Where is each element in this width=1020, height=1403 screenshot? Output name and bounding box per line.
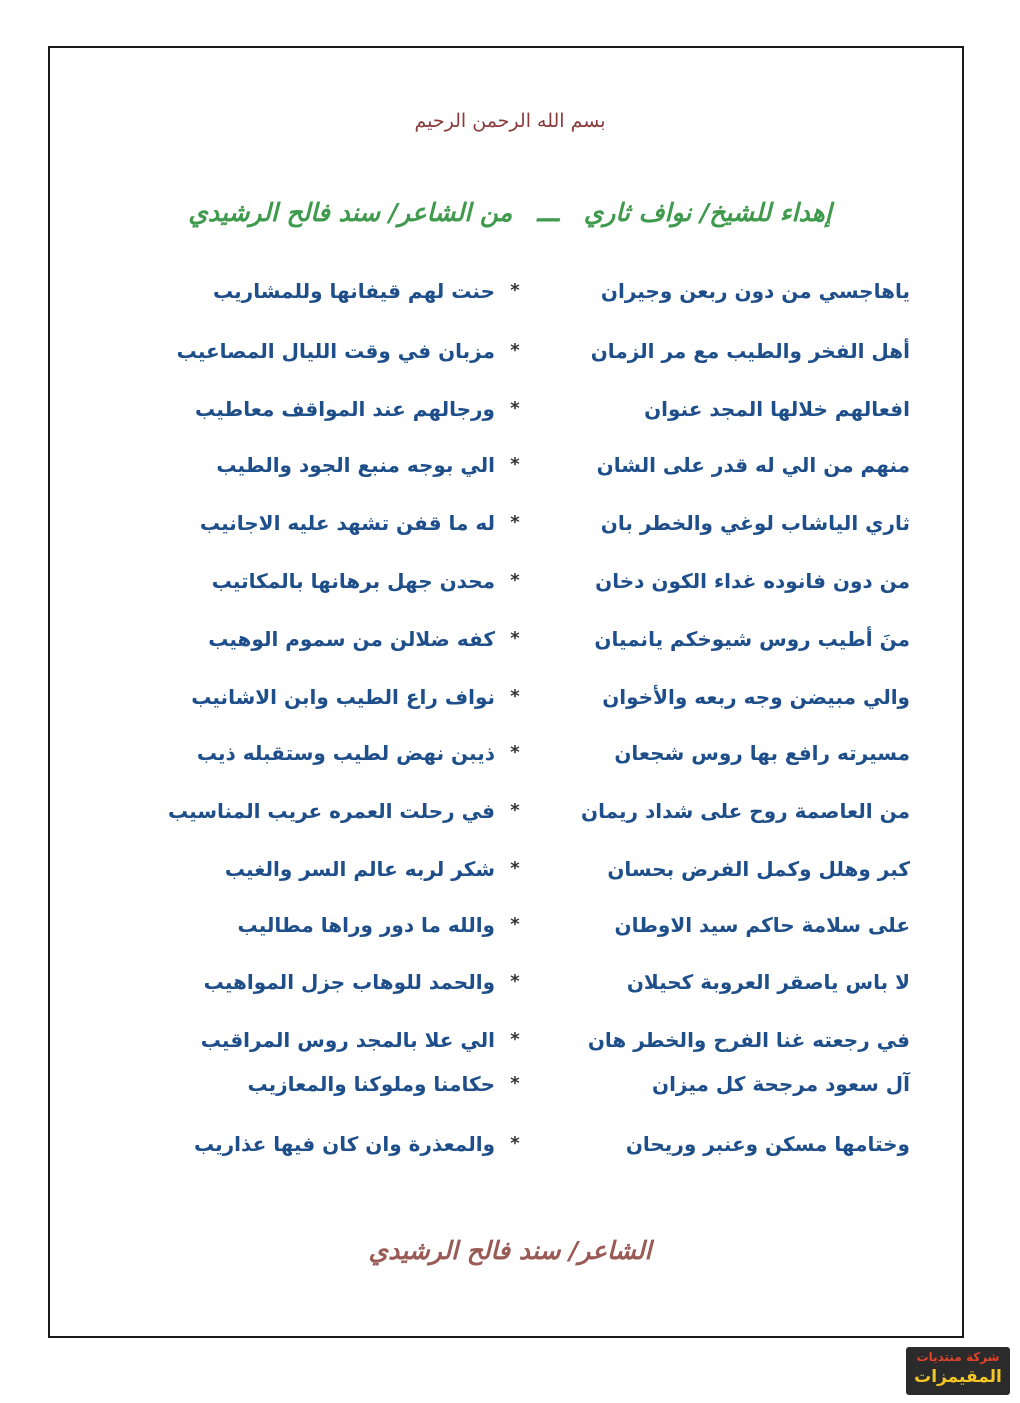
verse-separator-star: * — [510, 914, 520, 935]
verse-first-hemistich: منهم من الي له قدر على الشان — [596, 453, 910, 477]
verse-second-hemistich: ذيبن نهض لطيب وستقبله ذيب — [196, 741, 495, 765]
verse-row — [90, 677, 910, 717]
verse-row — [90, 561, 910, 601]
verse-row — [90, 849, 910, 889]
verse-row — [90, 1020, 910, 1060]
verse-first-hemistich: كبر وهلل وكمل الفرض بحسان — [607, 857, 910, 881]
verse-separator-star: * — [510, 454, 520, 475]
verse-row — [90, 1064, 910, 1104]
watermark-line-2: المقيمزات — [914, 1367, 1002, 1387]
verse-second-hemistich: محدن جهل برهانها بالمكاتيب — [211, 569, 495, 593]
verse-row — [90, 619, 910, 659]
verse-first-hemistich: ياهاجسي من دون ربعن وجيران — [600, 279, 910, 303]
verse-separator-star: * — [510, 858, 520, 879]
verse-second-hemistich: حنت لهم قيفانها وللمشاريب — [213, 279, 495, 303]
verse-second-hemistich: كفه ضلالن من سموم الوهيب — [208, 627, 495, 651]
verse-separator-star: * — [510, 398, 520, 419]
verse-first-hemistich: لا باس ياصقر العروبة كحيلان — [626, 970, 910, 994]
verse-row — [90, 503, 910, 543]
verse-first-hemistich: في رجعته غنا الفرح والخطر هان — [587, 1028, 910, 1052]
verse-row — [90, 331, 910, 371]
verse-second-hemistich: نواف راع الطيب وابن الاشانيب — [191, 685, 495, 709]
verse-separator-star: * — [510, 628, 520, 649]
verse-first-hemistich: ثاري الياشاب لوغي والخطر بان — [600, 511, 910, 535]
verse-separator-star: * — [510, 570, 520, 591]
verse-separator-star: * — [510, 800, 520, 821]
verse-first-hemistich: على سلامة حاكم سيد الاوطان — [614, 913, 910, 937]
verse-separator-star: * — [510, 686, 520, 707]
verse-second-hemistich: شكر لربه عالم السر والغيب — [224, 857, 495, 881]
verse-second-hemistich: والمعذرة وان كان فيها عذاريب — [193, 1132, 495, 1156]
verse-row — [90, 962, 910, 1002]
verse-first-hemistich: منَ أطيب روس شيوخكم يانميان — [594, 627, 910, 651]
verse-row — [90, 733, 910, 773]
verse-separator-star: * — [510, 1029, 520, 1050]
verse-separator-star: * — [510, 971, 520, 992]
dedication-author: من الشاعر/ سند فالح الرشيدي — [188, 198, 513, 227]
verse-first-hemistich: افعالهم خلالها المجد عنوان — [644, 397, 910, 421]
dedication-separator: ـــ — [537, 198, 559, 227]
verse-separator-star: * — [510, 742, 520, 763]
verse-second-hemistich: والله ما دور وراها مطاليب — [237, 913, 495, 937]
verse-row — [90, 905, 910, 945]
verse-row — [90, 271, 910, 311]
verse-second-hemistich: له ما قفن تشهد عليه الاجانيب — [199, 511, 495, 535]
verse-second-hemistich: الي علا بالمجد روس المراقيب — [200, 1028, 495, 1052]
verse-second-hemistich: مزبان في وقت الليال المصاعيب — [176, 339, 495, 363]
verse-separator-star: * — [510, 280, 520, 301]
verse-first-hemistich: أهل الفخر والطيب مع مر الزمان — [590, 339, 910, 363]
verse-first-hemistich: من دون فانوده غداء الكون دخان — [595, 569, 910, 593]
verse-second-hemistich: الي بوجه منبع الجود والطيب — [216, 453, 495, 477]
verse-first-hemistich: وختامها مسكن وعنبر وريحان — [625, 1132, 910, 1156]
verse-second-hemistich: في رحلت العمره عريب المناسيب — [168, 799, 495, 823]
verse-second-hemistich: ورجالهم عند المواقف معاطيب — [195, 397, 495, 421]
poet-signature: الشاعر/ سند فالح الرشيدي — [368, 1236, 652, 1265]
dedication-recipient: إهداء للشيخ/ نواف ثاري — [583, 198, 832, 227]
verse-first-hemistich: مسيرته رافع بها روس شجعان — [614, 741, 910, 765]
verse-first-hemistich: والي مبيضن وجه ربعه والأخوان — [602, 685, 910, 709]
verse-separator-star: * — [510, 340, 520, 361]
verse-separator-star: * — [510, 1073, 520, 1094]
verse-row — [90, 389, 910, 429]
verse-second-hemistich: حكامنا وملوكنا والمعازيب — [247, 1072, 495, 1096]
verse-second-hemistich: والحمد للوهاب جزل المواهيب — [203, 970, 495, 994]
verse-row — [90, 1124, 910, 1164]
verse-row — [90, 445, 910, 485]
verse-row — [90, 791, 910, 831]
forum-watermark-logo — [906, 1347, 1010, 1395]
watermark-line-1: شركة منتديات — [916, 1350, 1000, 1364]
verse-separator-star: * — [510, 512, 520, 533]
verse-first-hemistich: من العاصمة روح على شداد ريمان — [581, 799, 910, 823]
basmala-heading: بسم الله الرحمن الرحيم — [414, 110, 606, 132]
verse-separator-star: * — [510, 1133, 520, 1154]
verse-first-hemistich: آل سعود مرجحة كل ميزان — [652, 1072, 910, 1096]
